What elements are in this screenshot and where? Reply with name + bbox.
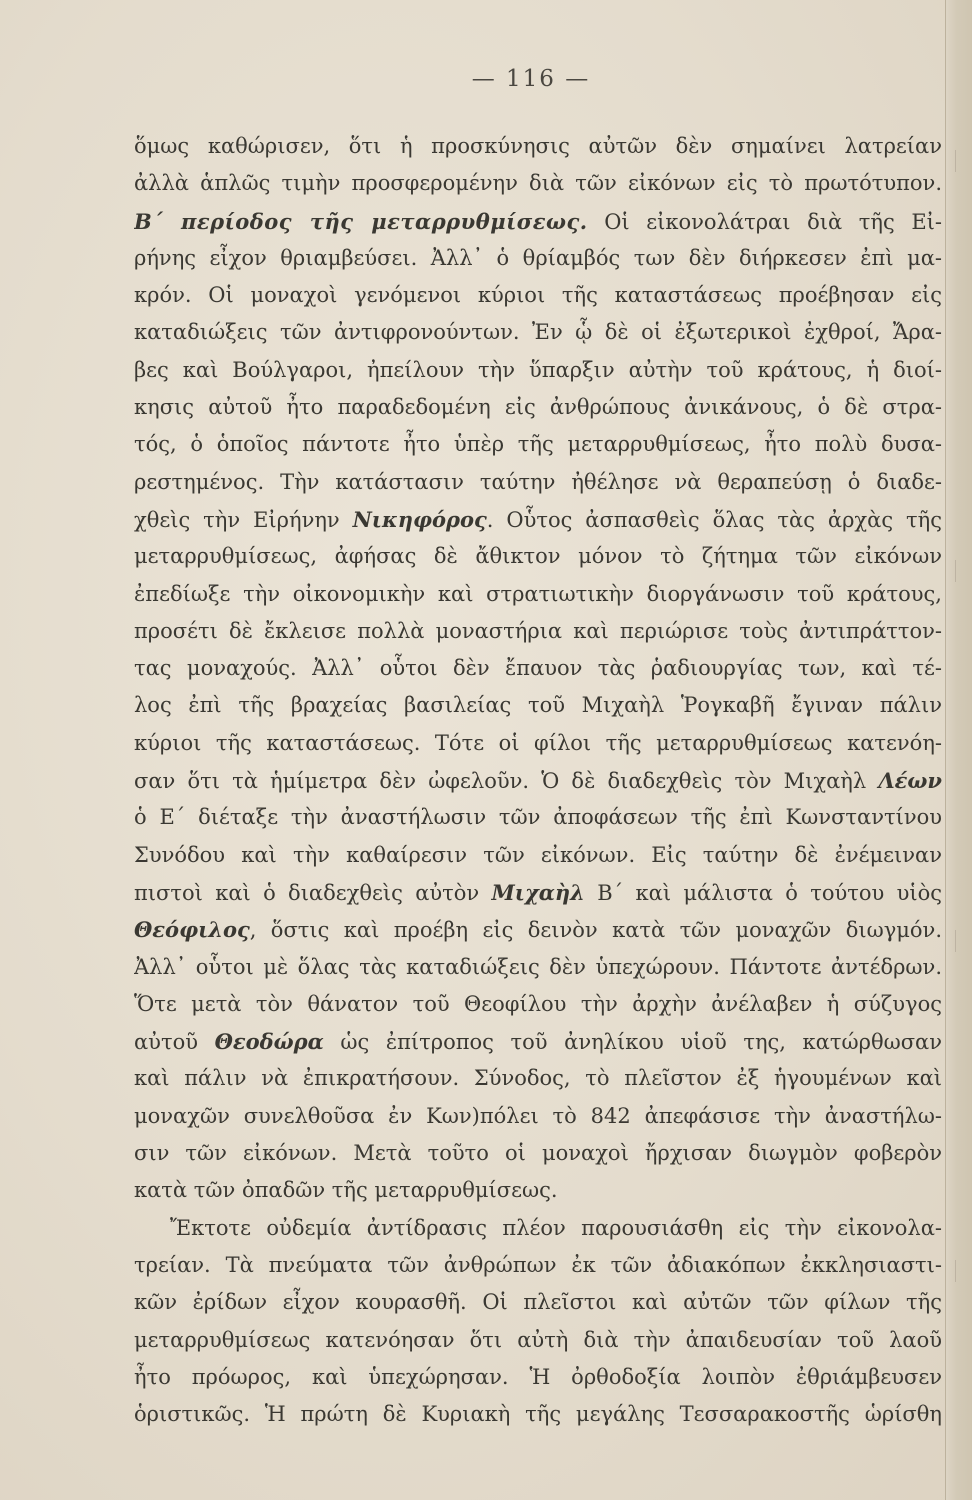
text-fragment: σαν ὅτι τὰ ἡμίμετρα δὲν ὠφελοῦν. Ὁ δὲ διαδεχθεὶς τὸν Μιχαὴλ — [134, 769, 879, 794]
text-line: τός, ὁ ὁποῖος πάντοτε ἦτο ὑπὲρ τῆς μεταρρυθμίσεως, ἦτο πολὺ δυσα- — [134, 432, 942, 457]
text-line: ἐπεδίωξε τὴν οἰκονομικὴν καὶ στρατιωτικὴν διοργάνωσιν τοῦ κράτους, — [134, 581, 942, 606]
text-fragment: χθεὶς τὴν Εἰρήνην — [134, 507, 353, 532]
text-fragment: αὐτοῦ — [134, 1030, 215, 1055]
text-line — [134, 874, 942, 911]
text-line: Ἔκτοτε οὐδεμία ἀντίδρασις πλέον παρουσιάσθη εἰς τὴν εἰκονολα- — [170, 1215, 942, 1240]
text-line: καὶ πάλιν νὰ ἐπικρατήσουν. Σύνοδος, τὸ πλεῖστον ἐξ ἡγουμένων καὶ — [134, 1066, 942, 1091]
page-number: — 116 — — [471, 66, 591, 92]
text-line: ὅμως καθώρισεν, ὅτι ἡ προσκύνησις αὐτῶν δὲν σημαίνει λατρείαν — [134, 134, 942, 158]
text-line: κύριοι τῆς καταστάσεως. Τότε οἱ φίλοι τῆς μεταρρυθμίσεως κατενόη- — [134, 730, 942, 755]
text-line: ρεστημένος. Τὴν κατάστασιν ταύτην ἠθέλησε νὰ θεραπεύσῃ ὁ διαδε- — [134, 469, 942, 494]
bleed-through-mark — [955, 1260, 968, 1282]
emphasized-name: Λέων — [878, 768, 942, 794]
body-text — [134, 128, 942, 1433]
text-fragment: πιστοὶ καὶ ὁ διαδεχθεὶς αὐτὸν — [134, 880, 492, 905]
text-line: προσέτι δὲ ἔκλεισε πολλὰ μοναστήρια καὶ περιώρισε τοὺς ἀντιπράττον- — [134, 618, 942, 643]
section-heading: Β΄ περίοδος τῆς μεταρρυθμίσεως. — [134, 208, 588, 234]
text-line: κρόν. Οἱ μοναχοὶ γενόμενοι κύριοι τῆς καταστάσεως προέβησαν εἰς — [134, 283, 942, 308]
text-line: βες καὶ Βούλγαροι, ἠπείλουν τὴν ὕπαρξιν αὐτὴν τοῦ κράτους, ἡ διοί- — [134, 357, 942, 382]
text-line — [134, 203, 942, 240]
text-fragment: Β΄ καὶ μάλιστα ὁ τούτου υἱὸς — [584, 880, 942, 905]
text-line — [134, 911, 942, 948]
text-line: Ὅτε μετὰ τὸν θάνατον τοῦ Θεοφίλου τὴν ἀρχὴν ἀνέλαβεν ἡ σύζυγος — [134, 991, 942, 1016]
text-fragment: ὡς ἐπίτροπος τοῦ ἀνηλίκου υἱοῦ της, κατώρθωσαν — [323, 1030, 942, 1055]
text-line: τας μοναχούς. Ἀλλ᾽ οὗτοι δὲν ἔπαυον τὰς ῥαδιουργίας των, καὶ τέ- — [134, 656, 942, 681]
text-line: μοναχῶν συνελθοῦσα ἐν Κων)πόλει τὸ 842 ἀπεφάσισε τὴν ἀναστήλω- — [134, 1103, 942, 1128]
emphasized-name: Θεόφιλος — [134, 917, 250, 943]
bleed-through-mark — [955, 930, 968, 952]
emphasized-name: Μιχαὴλ — [491, 879, 585, 905]
text-line: Συνόδου καὶ τὴν καθαίρεσιν τῶν εἰκόνων. Εἰς ταύτην δὲ ἐνέμειναν — [134, 842, 942, 867]
text-line: τρείαν. Τὰ πνεύματα τῶν ἀνθρώπων ἐκ τῶν ἀδιακόπων ἐκκλησιαστι- — [134, 1252, 942, 1277]
text-line — [134, 1023, 942, 1060]
text-line: ἀλλὰ ἁπλῶς τιμὴν προσφερομένην διὰ τῶν εἰκόνων εἰς τὸ πρωτότυπον. — [134, 171, 942, 196]
text-line: ρήνης εἶχον θριαμβεύσει. Ἀλλ᾽ ὁ θρίαμβός των δὲν διήρκεσεν ἐπὶ μα- — [134, 245, 942, 270]
text-fragment: Οἱ εἰκονολάτραι διὰ τῆς Εἰ- — [587, 209, 942, 234]
text-line: ἦτο πρόωρος, καὶ ὑπεχώρησαν. Ἡ ὀρθοδοξία λοιπὸν ἐθριάμβευσεν — [134, 1364, 942, 1389]
text-line: μεταρρυθμίσεως κατενόησαν ὅτι αὐτὴ διὰ τὴν ἀπαιδευσίαν τοῦ λαοῦ — [134, 1327, 942, 1352]
text-line: μεταρρυθμίσεως, ἀφήσας δὲ ἄθικτον μόνον τὸ ζήτημα τῶν εἰκόνων — [134, 544, 942, 569]
text-line — [134, 501, 942, 538]
text-line: κατὰ τῶν ὀπαδῶν τῆς μεταρρυθμίσεως. — [134, 1178, 558, 1203]
text-line: Ἀλλ᾽ οὗτοι μὲ ὅλας τὰς καταδιώξεις δὲν ὑπεχώρουν. Πάντοτε ἀντέδρων. — [134, 954, 942, 979]
text-line: λος ἐπὶ τῆς βραχείας βασιλείας τοῦ Μιχαὴλ Ῥογκαβῆ ἔγιναν πάλιν — [134, 693, 942, 718]
text-line: σιν τῶν εἰκόνων. Μετὰ τοῦτο οἱ μοναχοὶ ἤρχισαν διωγμὸν φοβερὸν — [134, 1141, 942, 1166]
text-line: κησις αὐτοῦ ἦτο παραδεδομένη εἰς ἀνθρώπους ἀνικάνους, ὁ δὲ στρα- — [134, 395, 942, 420]
text-line: ὁ Ε΄ διέταξε τὴν ἀναστήλωσιν τῶν ἀποφάσεων τῆς ἐπὶ Κωνσταντίνου — [134, 805, 942, 830]
text-line: ὁριστικῶς. Ἡ πρώτη δὲ Κυριακὴ τῆς μεγάλης Τεσσαρακοστῆς ὡρίσθη — [134, 1402, 942, 1427]
text-line: κῶν ἐρίδων εἶχον κουρασθῆ. Οἱ πλεῖστοι καὶ αὐτῶν τῶν φίλων τῆς — [134, 1290, 942, 1315]
text-line — [134, 762, 942, 799]
bleed-through-mark — [955, 560, 968, 582]
bleed-through-mark — [955, 150, 968, 172]
emphasized-name: Θεοδώρα — [214, 1029, 324, 1055]
text-line: καταδιώξεις τῶν ἀντιφρονούντων. Ἐν ᾧ δὲ οἱ ἐξωτερικοὶ ἐχθροί, Ἄρα- — [134, 320, 942, 345]
text-fragment: . Οὗτος ἀσπασθεὶς ὅλας τὰς ἀρχὰς τῆς — [486, 507, 942, 532]
emphasized-name: Νικηφόρος — [352, 506, 487, 532]
text-fragment: , ὅστις καὶ προέβη εἰς δεινὸν κατὰ τῶν μοναχῶν διωγμόν. — [249, 918, 942, 943]
